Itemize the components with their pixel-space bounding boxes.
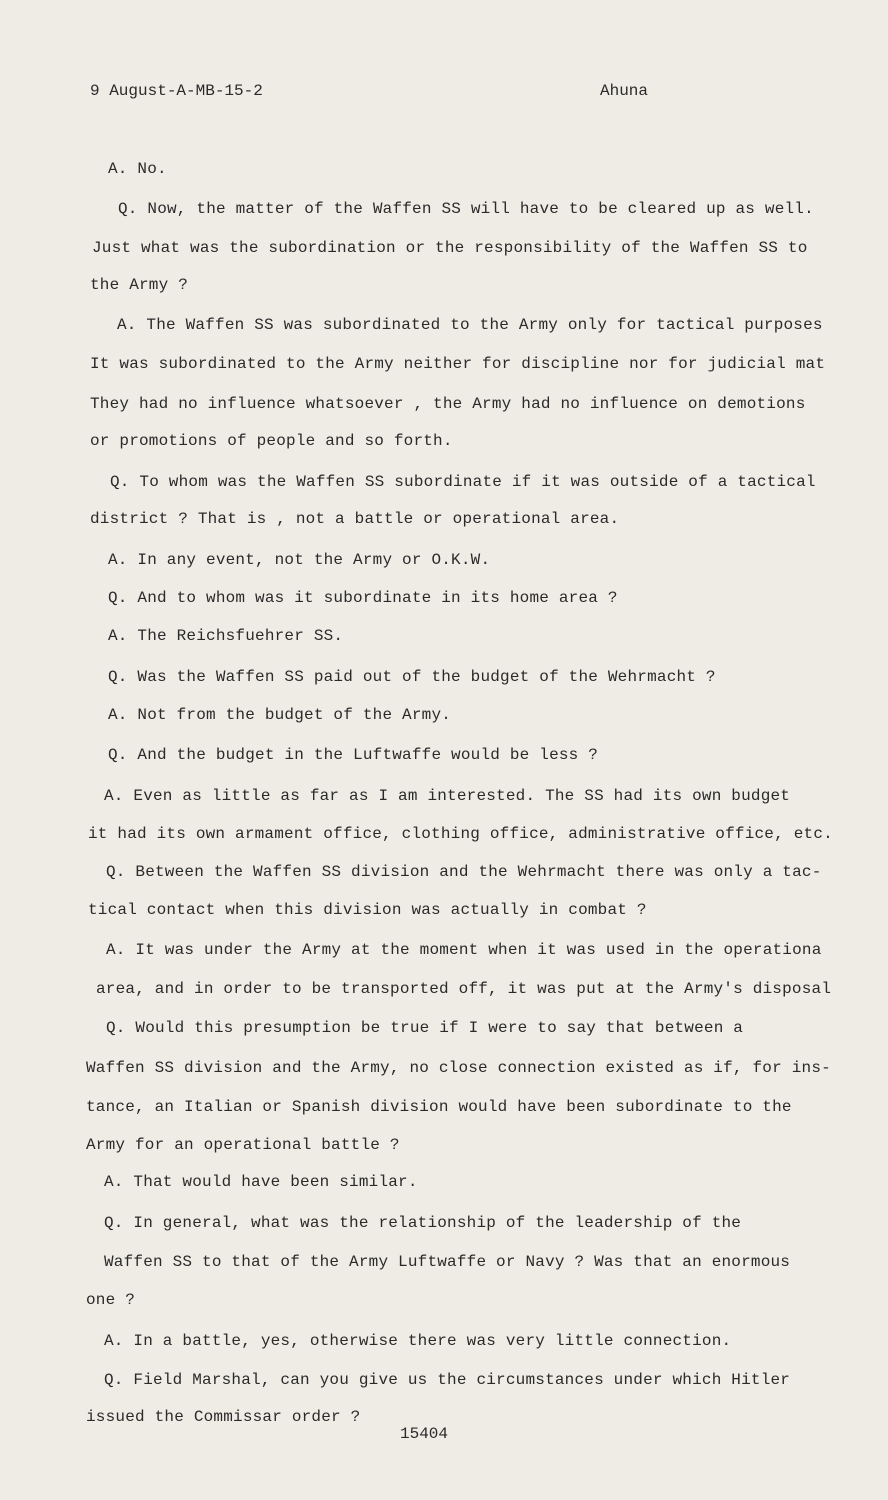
transcript-line: tance, an Italian or Spanish division would have been subordinate to the xyxy=(86,1098,792,1116)
transcript-line: Q. Was the Waffen SS paid out of the budget of the Wehrmacht ? xyxy=(108,668,716,686)
transcript-line: A. Not from the budget of the Army. xyxy=(108,706,452,724)
transcript-line: A. The Waffen SS was subordinated to the Army only for tactical purposes xyxy=(117,316,823,334)
transcript-line: Q. To whom was the Waffen SS subordinate if it was outside of a tactical xyxy=(110,473,816,491)
transcript-line: A. Even as little as far as I am interested. The SS had its own budget xyxy=(104,787,791,805)
transcript-line: one ? xyxy=(86,1291,136,1309)
reporter-name: Ahuna xyxy=(600,82,649,100)
transcript-line: A. The Reichsfuehrer SS. xyxy=(108,627,344,645)
transcript-line: A. In any event, not the Army or O.K.W. xyxy=(108,551,491,569)
transcript-line: Q. And the budget in the Luftwaffe would be less ? xyxy=(108,746,599,764)
transcript-line: They had no influence whatsoever , the Army had no influence on demotions xyxy=(90,395,806,413)
transcript-line: Q. Between the Waffen SS division and the Wehrmacht there was only a tac- xyxy=(106,863,822,881)
document-reference: 9 August-A-MB-15-2 xyxy=(90,82,263,100)
transcript-line: A. No. xyxy=(108,160,167,178)
transcript-line: A. That would have been similar. xyxy=(104,1173,418,1191)
transcript-line: Waffen SS to that of the Army Luftwaffe or Navy ? Was that an enormous xyxy=(104,1253,791,1271)
transcript-line: district ? That is , not a battle or operational area. xyxy=(90,510,620,528)
transcript-line: Q. Field Marshal, can you give us the circumstances under which Hitler xyxy=(104,1371,791,1389)
transcript-line: Waffen SS division and the Army, no close connection existed as if, for ins- xyxy=(86,1059,831,1077)
transcript-line: the Army ? xyxy=(90,276,189,294)
transcript-line: Q. Would this presumption be true if I were to say that between a xyxy=(106,1019,744,1037)
transcript-line: Q. Now, the matter of the Waffen SS will have to be cleared up as well. xyxy=(118,200,814,218)
transcript-line: it had its own armament office, clothing office, administrative office, etc. xyxy=(88,825,833,843)
transcript-line: tical contact when this division was actually in combat ? xyxy=(88,901,647,919)
page-number: 15404 xyxy=(400,1425,449,1443)
transcript-line: It was subordinated to the Army neither for discipline nor for judicial mat xyxy=(90,355,826,373)
transcript-line: issued the Commissar order ? xyxy=(86,1408,361,1426)
transcript-line: Q. In general, what was the relationship of the leadership of the xyxy=(104,1214,742,1232)
transcript-line: area, and in order to be transported off, it was put at the Army's disposal xyxy=(96,980,832,998)
transcript-line: Army for an operational battle ? xyxy=(86,1136,400,1154)
transcript-line: Just what was the subordination or the responsibility of the Waffen SS to xyxy=(92,239,808,257)
transcript-line: Q. And to whom was it subordinate in its home area ? xyxy=(108,589,618,607)
transcript-line: A. It was under the Army at the moment when it was used in the operationa xyxy=(106,941,822,959)
transcript-line: A. In a battle, yes, otherwise there was very little connection. xyxy=(104,1332,732,1350)
transcript-line: or promotions of people and so forth. xyxy=(90,432,453,450)
